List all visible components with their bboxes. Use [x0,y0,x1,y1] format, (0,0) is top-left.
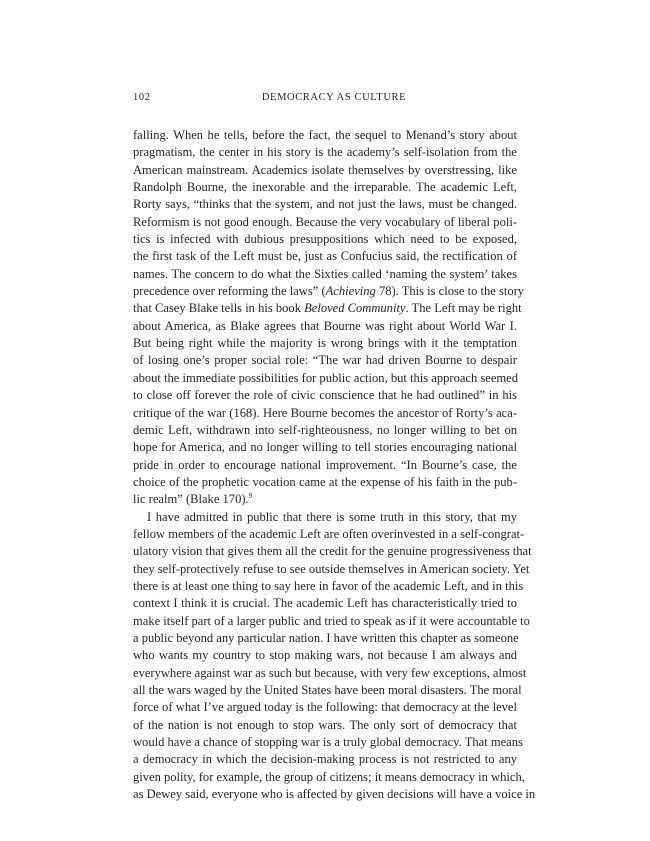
text-line [133,196,517,213]
text-line [133,231,517,248]
text-line [133,595,517,612]
text-line [133,422,517,439]
text-segment: Randolph Bourne, the inexorable and the irreparable. The academic Left, [133,180,517,195]
text-segment: of the nation is not enough to stop wars. The only sort of democracy that [133,717,517,732]
text-line [133,335,517,352]
italic-title: Achieving [325,284,376,299]
text-segment: choice of the prophetic vocation came at the expense of his faith in the pub- [133,474,517,489]
text-segment: hope for America, and no longer willing to tell stories encouraging national [133,440,517,455]
text-segment: I have admitted in public that there is some truth in this story, that my [147,509,517,524]
footnote-marker[interactable]: 9 [248,492,253,501]
text-line [133,457,517,474]
text-segment: everywhere against war as such but because, with very few exceptions, almost [133,665,527,680]
text-segment: lic realm” (Blake 170). [133,492,249,507]
text-segment: they self-protectively refuse to see outside themselves in American society. Yet [133,561,530,576]
text-segment: there is at least one thing to say here in favor of the academic Left, and in this [133,578,524,593]
text-segment: all the wars waged by the United States have been moral disasters. The moral [133,683,522,697]
text-segment: . The Left may be right [405,301,522,316]
text-segment: tics is infected with dubious presuppositions which need to be exposed, [133,232,517,247]
paragraph [133,127,525,509]
running-title: DEMOCRACY AS CULTURE [261,92,407,103]
text-segment: critique of the war (168). Here Bourne becomes the ancestor of Rorty’s aca- [133,405,517,420]
text-line [133,266,517,283]
text-line [133,751,517,768]
text-line [133,491,517,508]
text-line [133,179,517,196]
text-segment: make itself part of a larger public and tried to speak as if it were accountable to [133,613,530,628]
text-segment: of losing one’s proper social role: “The war had driven Bourne to despair [133,353,517,368]
text-line [133,699,517,716]
text-line [133,439,517,456]
text-segment: about America, as Blake agrees that Bourne was right about World War I. [133,318,517,333]
text-line [133,214,517,231]
text-segment: American mainstream. Academics isolate themselves by overstressing, like [133,162,517,177]
text-segment: pragmatism, the center in his story is the academy’s self-isolation from the [133,145,517,160]
text-segment: that Casey Blake tells in his book [133,301,305,316]
text-line [133,387,517,404]
text-segment: 78). This is close to the story [375,284,525,299]
text-line [133,717,517,734]
text-line [133,127,517,144]
text-segment: Reformism is not good enough. Because the very vocabulary of liberal poli- [133,214,517,229]
text-segment: would have a chance of stopping war is a truly global democracy. That means [133,735,523,750]
text-line [133,630,517,647]
text-segment: as Dewey said, everyone who is affected by given decisions will have a voice in [133,787,536,802]
text-line [133,370,517,387]
text-segment: about the immediate possibilities for public action, but this approach seemed [133,370,519,385]
text-line [133,318,517,335]
text-segment: force of what I’ve argued today is the following: that democracy at the level [133,700,517,715]
text-segment: given polity, for example, the group of citizens; it means democracy in which, [133,769,525,784]
text-segment: a public beyond any particular nation. I have written this chapter as someone [133,630,519,645]
text-segment: precedence over reforming the laws” ( [133,284,326,299]
text-line [133,474,517,491]
text-line [133,786,536,803]
text-segment: names. The concern to do what the Sixties called ‘naming the system’ takes [133,266,517,281]
text-line [133,248,517,265]
text-line [133,509,517,526]
text-segment: ulatory vision that gives them all the credit for the genuine progressiveness that [133,544,532,559]
text-segment: pride in order to encourage national improvement. “In Bourne’s case, the [133,457,517,472]
text-line [133,352,517,369]
text-segment: the first task of the Left must be, just as Confucius said, the rectification of [133,249,517,264]
text-segment: who wants my country to stop making wars, not because I am always and [133,648,517,663]
text-segment: Rorty says, “thinks that the system, and not just the laws, must be changed. [133,197,517,212]
text-line [133,682,522,699]
page-number: 102 [133,92,151,103]
text-segment: to close off forever the role of civic conscience that he had outlined” in his [133,388,517,403]
text-line [133,283,525,300]
text-segment: fellow members of the academic Left are often overinvested in a self-congrat- [133,526,525,541]
text-line [133,144,517,161]
text-segment: a democracy in which the decision-making process is not restricted to any [133,752,517,767]
text-line [133,665,527,682]
text-line [133,526,525,543]
body-text [133,127,536,803]
italic-title: Beloved Community [304,301,406,316]
text-line [133,734,523,751]
text-segment: falling. When he tells, before the fact, the sequel to Menand’s story about [133,128,517,142]
text-segment: context I think it is crucial. The academic Left has characteristically tried to [133,596,517,611]
running-head [133,92,517,108]
text-segment: demic Left, withdrawn into self-righteousness, no longer willing to bet on [133,422,517,437]
text-line [133,561,530,578]
text-line [133,613,530,630]
text-line [133,162,517,179]
text-line [133,578,524,595]
text-line [133,769,525,786]
text-line [133,543,532,560]
text-line [133,647,517,664]
paragraph [133,509,536,804]
text-line [133,405,517,422]
text-segment: But being right while the majority is wrong brings with it the temptation [133,336,517,351]
text-line [133,300,522,317]
